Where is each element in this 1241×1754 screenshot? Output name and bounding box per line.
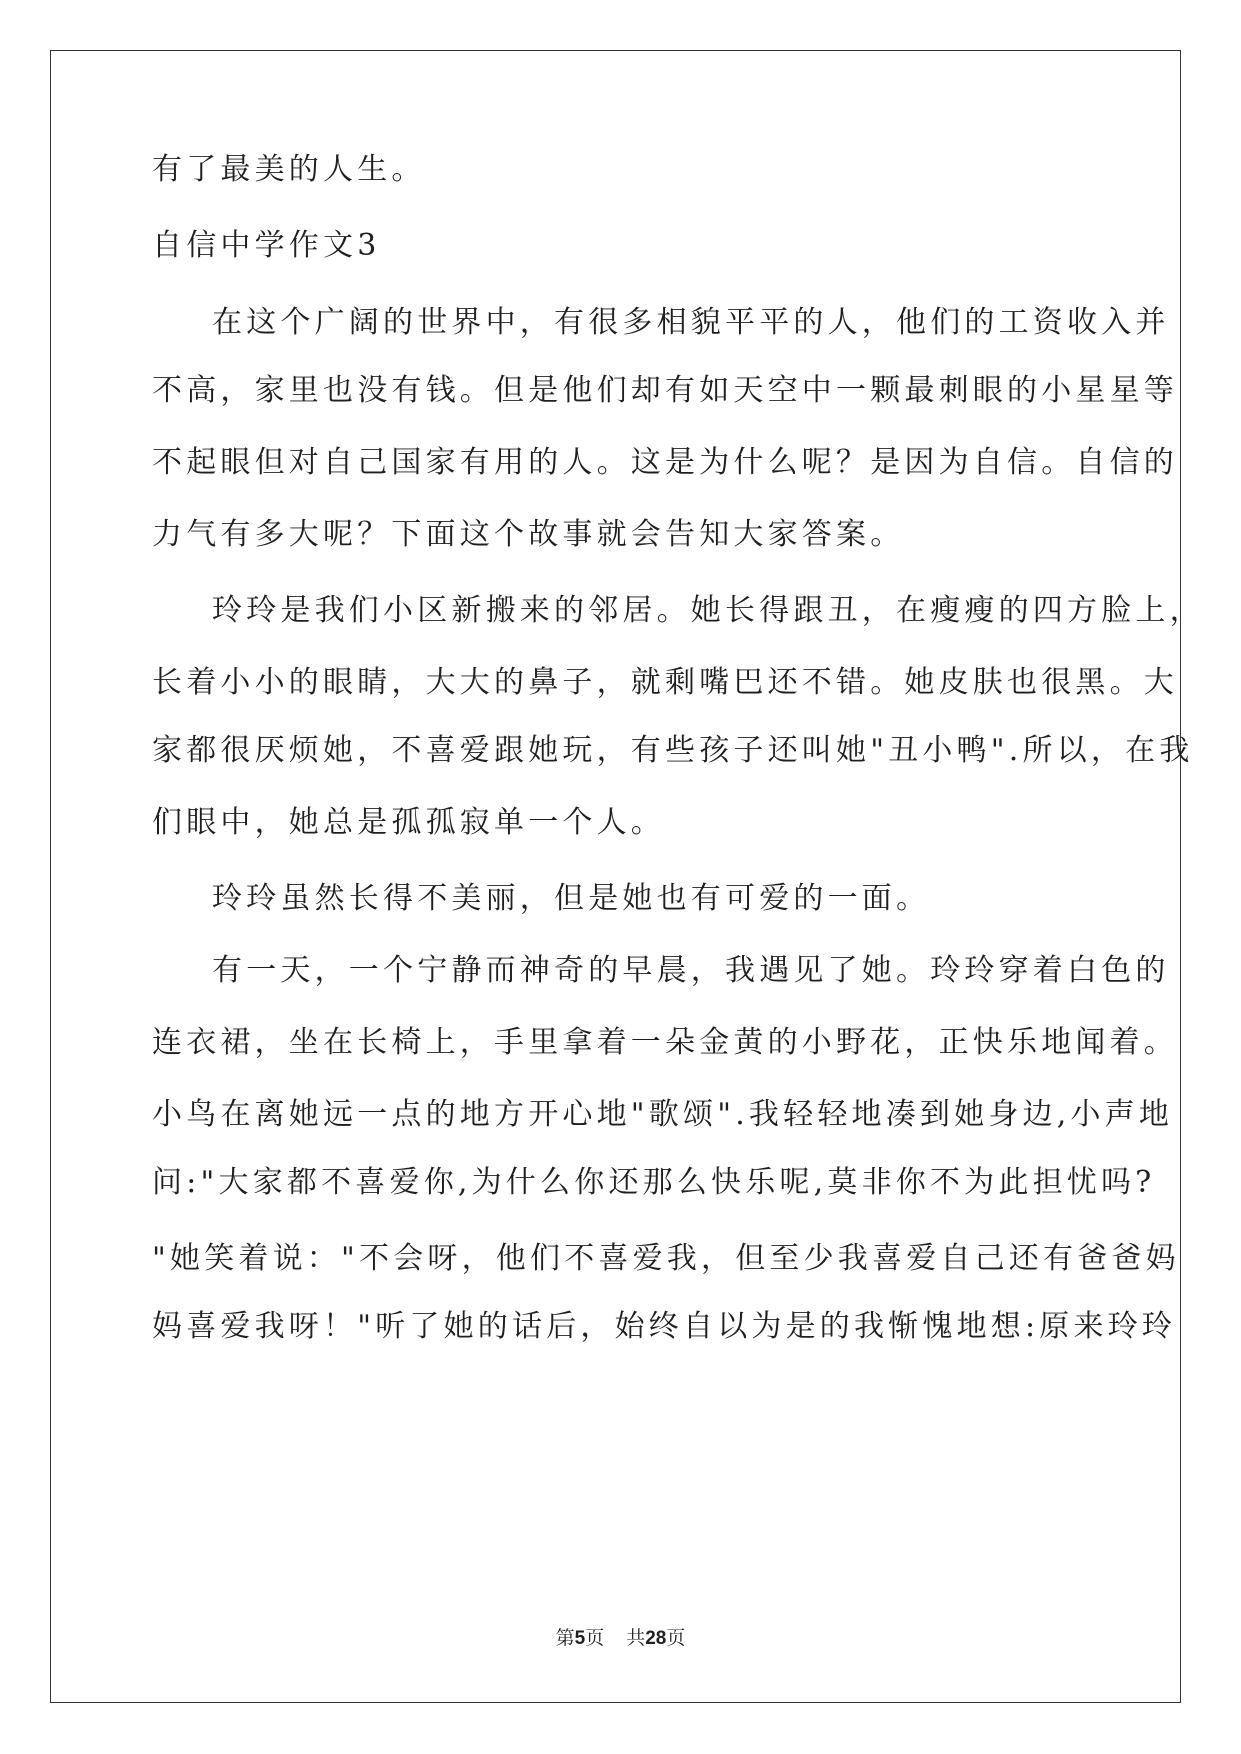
text-line: 小鸟在离她远一点的地方开心地"歌颂".我轻轻地凑到她身边,小声地: [152, 1097, 1174, 1132]
text-line: 不起眼但对自己国家有用的人。这是为什么呢？是因为自信。自信的: [152, 445, 1178, 480]
total-suffix: 页: [666, 1627, 686, 1649]
text-line: 玲玲虽然长得不美丽，但是她也有可爱的一面。: [212, 881, 931, 916]
text-line: 有一天，一个宁静而神奇的早晨，我遇见了她。玲玲穿着白色的: [212, 953, 1170, 988]
page-prefix: 第: [555, 1627, 575, 1649]
page-border: [50, 50, 1181, 1703]
text-line: 家都很厌烦她，不喜爱跟她玩，有些孩子还叫她"丑小鸭".所以，在我: [152, 733, 1194, 768]
text-line: 们眼中，她总是孤孤寂单一个人。: [152, 805, 665, 840]
text-line: 长着小小的眼睛，大大的鼻子，就剩嘴巴还不错。她皮肤也很黑。大: [152, 665, 1178, 700]
text-line: 玲玲是我们小区新搬来的邻居。她长得跟丑，在瘦瘦的四方脸上，: [212, 593, 1204, 628]
page-footer: [0, 1626, 1241, 1651]
text-line: 不高，家里也没有钱。但是他们却有如天空中一颗最刺眼的小星星等: [152, 373, 1178, 408]
text-line: 妈喜爱我呀！"听了她的话后，始终自以为是的我惭愧地想:原来玲玲: [152, 1309, 1177, 1344]
text-line: 在这个广阔的世界中，有很多相貌平平的人，他们的工资收入并: [212, 305, 1170, 340]
text-line: 连衣裙，坐在长椅上，手里拿着一朵金黄的小野花，正快乐地闻着。: [152, 1025, 1178, 1060]
section-heading: 自信中学作文3: [152, 228, 381, 263]
text-line: 问:"大家都不喜爱你,为什么你还那么快乐呢,莫非你不为此担忧吗?: [152, 1165, 1156, 1200]
text-line: "她笑着说："不会呀，他们不喜爱我，但至少我喜爱自己还有爸爸妈: [152, 1241, 1180, 1276]
page-number: 5: [574, 1628, 586, 1649]
page-suffix: 页: [585, 1627, 605, 1649]
total-pages: 28: [645, 1628, 667, 1649]
text-line: 力气有多大呢？下面这个故事就会告知大家答案。: [152, 517, 905, 552]
text-line: 有了最美的人生。: [152, 152, 426, 187]
total-prefix: 共: [626, 1627, 646, 1649]
